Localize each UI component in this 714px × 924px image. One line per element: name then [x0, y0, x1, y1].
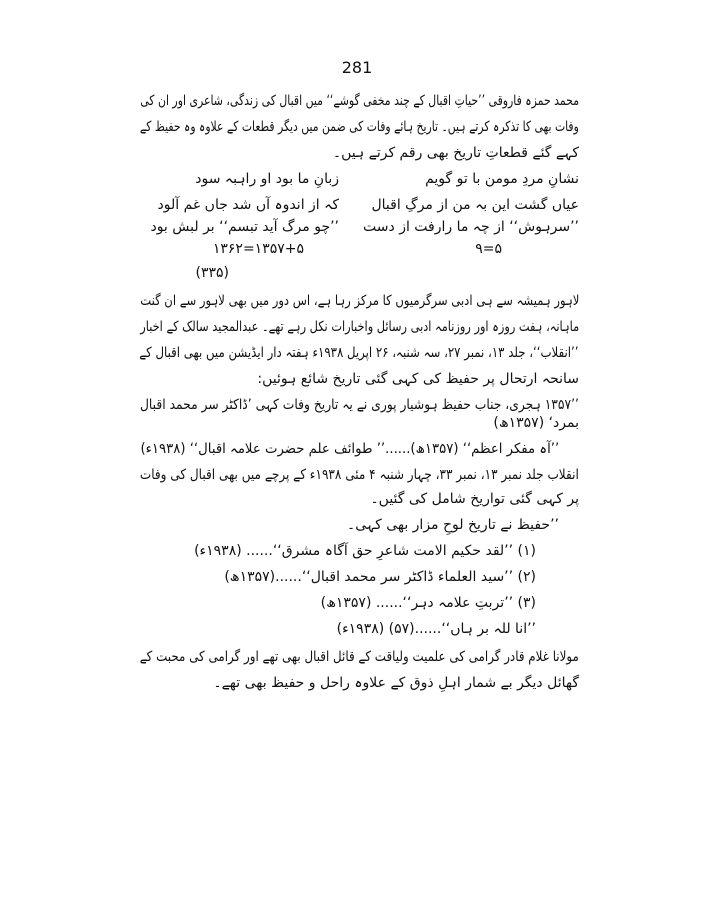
quote1-line-1: ’’۱۳۵۷ ہجری، جناب حفیظ ہوشیار پوری نے یہ تاریخ وفات کہی ’ڈاکٹر سر محمد اقبال [140, 397, 579, 413]
lauh-item-4: ’’انا للہ بر ہاں‘‘......(۵۷) (۱۹۳۸ء) [336, 621, 536, 637]
verse-1-right: نشانِ مردِ مومن با تو گویم [425, 171, 579, 187]
intro-line-1: محمد حمزہ فاروقی ’’حیاتِ اقبال کے چند مخفی گوشے‘‘ میں اقبال کی زندگی، شاعری اور ان کی [140, 93, 579, 109]
page-number: 281 [341, 58, 373, 77]
verse-1-left: زبانِ ما بود او راہبہ سود [195, 171, 339, 187]
quote2-line: ’’آہ مفکر اعظم‘‘ (۱۳۵۷ھ)......’’ طوائف علم حضرت علامہ اقبال‘‘ (۱۹۳۸ء) [140, 441, 559, 457]
closing-line-1: مولانا غلام قادر گرامی کی علمیت ولیاقت کے قائل اقبال بھی تھے اور گرامی کی محبت کے [139, 649, 579, 665]
para2-line-4: سانحہ ارتحال پر حفیظ کی کہی گئی تاریخ شائع ہوئیں: [257, 371, 579, 387]
closing-line-2: گھائل دیگر بے شمار اہلِ ذوق کے علاوہ راحل و حفیظ بھی تھے۔ [213, 675, 579, 691]
para2-line-1: لاہور ہمیشہ سے ہی ادبی سرگرمیوں کا مرکز رہا ہے، اس دور میں بھی لاہور سے ان گنت [139, 293, 579, 309]
para3-line-1: انقلاب جلد نمبر ۱۳، نمبر ۳۳، چہار شنبہ ۴ مئی ۱۹۳۸ء کے پرچے میں بھی اقبال کی وفات [140, 467, 579, 483]
verse-3-right: ’’سرہوش‘‘ از چہ ما رارفت از دست [363, 219, 579, 235]
quote1-line-2: بمرد‘ (۱۳۵۷ھ) [493, 415, 579, 431]
calc-left: ۱۳۵۷+۵=۱۳۶۲ [212, 241, 304, 257]
verse-2-left: کہ از اندوہ آں شد جاں غم آلود [157, 197, 339, 213]
verse-2-right: عیاں گشت این بہ من از مرگِ اقبال [371, 197, 579, 213]
lauh-intro: ’’حفیظ نے تاریخ لوحِ مزار بھی کہی۔ [347, 517, 559, 533]
lauh-item-1: (۱) ’’لقد حکیم الامت شاعرِ حق آگاہ مشرق‘‘...... (۱۹۳۸ء) [194, 543, 536, 559]
calc-right: ۵=۹ [475, 241, 502, 257]
para2-line-3: ’’انقلاب‘‘، جلد ۱۳، نمبر ۲۷، سہ شنبہ، ۲۶ اپریل ۱۹۳۸ء ہفتہ دار ایڈیشن میں بھی اقبال کے [139, 345, 579, 361]
intro-line-3: کہے گئے قطعاتِ تاریخ بھی رقم کرتے ہیں۔ [332, 145, 579, 161]
para2-line-2: ماہانہ، ہفت روزہ اور روزنامہ ادبی رسائل واخبارات نکل رہے تھے۔ عبدالمجید سالک کے اخبار [140, 319, 579, 335]
reference-number: (۳۳۵) [195, 265, 229, 281]
intro-line-2: وفات بھی کا تذکرہ کرتے ہیں۔ تاریخ ہائے وفات کی ضمن میں دیگر قطعات کے علاوہ وہ حفیظ کے [140, 119, 579, 135]
lauh-item-3: (۳) ’’تربتِ علامہ دہر‘‘...... (۱۳۵۷ھ) [320, 595, 536, 611]
para3-line-2: پر کہی گئی تواریخ شامل کی گئیں۔ [370, 491, 579, 507]
verse-3-left: ’’چو مرگ آید تبسم‘‘ بر لبش بود [150, 219, 339, 235]
lauh-item-2: (۲) ’’سید العلماء ڈاکٹر سر محمد اقبال‘‘......(۱۳۵۷ھ) [224, 569, 536, 585]
